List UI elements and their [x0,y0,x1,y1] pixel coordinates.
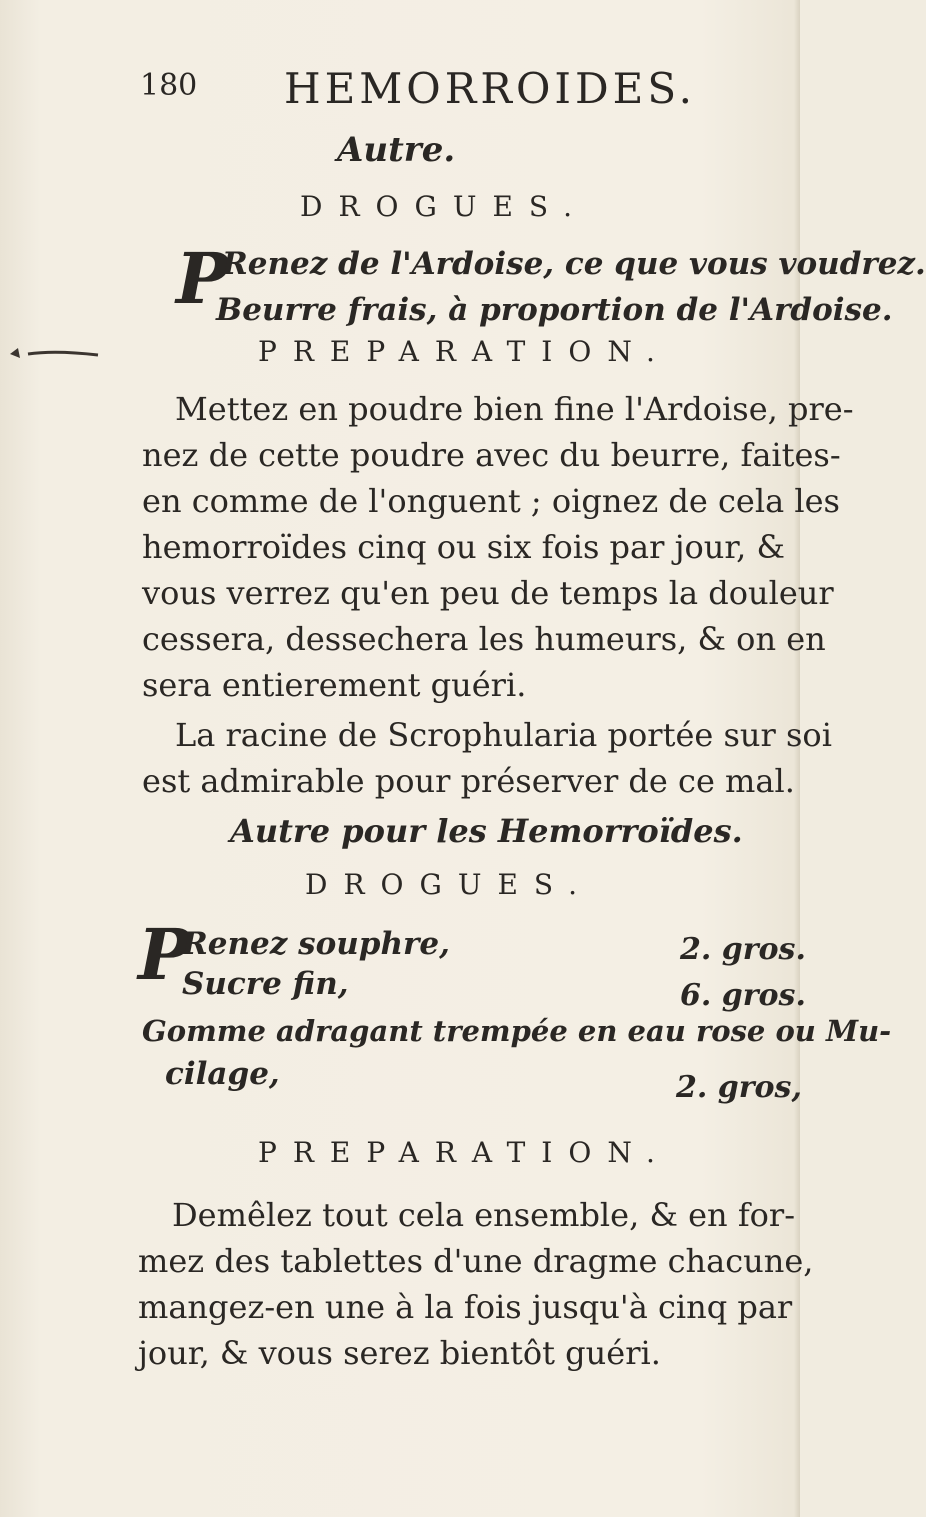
recipe2-preparation-heading: PREPARATION. [258,1136,671,1169]
recipe1-drop-cap: P [176,237,229,320]
recipe2-prep-line: jour, & vous serez bientôt guéri. [138,1334,661,1372]
recipe2-ingredient-name: Sucre fin, [182,966,349,1002]
recipe1-ingredient-1: Renez de l'Ardoise, ce que vous voudrez. [222,246,926,282]
running-title: HEMORROIDES. [284,64,696,113]
recipe1-prep-line: Mettez en poudre bien fine l'Ardoise, pre- [175,390,854,428]
recipe1-title: Autre. [337,130,456,170]
recipe2-drogues-heading: DROGUES. [305,868,593,901]
recipe1-preparation-heading: PREPARATION. [258,335,671,368]
recipe2-ingredient-name: Renez souphre, [182,926,450,962]
recipe1-prep-line: hemorroïdes cinq ou six fois par jour, & [142,528,785,566]
recipe2-ingredient-amount: 6. gros. [680,978,806,1013]
recipe1-ingredient-2: Beurre frais, à proportion de l'Ardoise. [216,292,893,328]
recipe2-ingredient-amount: 2. gros. [680,932,806,967]
recipe1-prep-line: en comme de l'onguent ; oignez de cela les [142,482,840,520]
recipe2-prep-line: mez des tablettes d'une dragme chacune, [138,1242,814,1280]
page-number: 180 [140,68,198,103]
recipe2-prep-line: Demêlez tout cela ensemble, & en for- [172,1196,796,1234]
recipe2-prep-line: mangez-en une à la fois jusqu'à cinq par [138,1288,793,1326]
recipe1-note-line: La racine de Scrophularia portée sur soi [175,716,832,754]
recipe1-prep-line: sera entierement guéri. [142,666,527,704]
recipe1-prep-line: cessera, dessechera les humeurs, & on en [142,620,826,658]
recipe2-title: Autre pour les Hemorroïdes. [230,812,743,850]
recipe1-prep-line: vous verrez qu'en peu de temps la douleur [142,574,834,612]
recipe1-prep-line: nez de cette poudre avec du beurre, faites- [142,436,841,474]
ink-mark-icon [0,340,100,370]
recipe2-ingredient-amount: 2. gros, [676,1070,802,1105]
recipe2-ingredient-name: cilage, [165,1056,280,1092]
recipe1-drogues-heading: DROGUES. [300,190,588,223]
recipe2-ingredient-name: Gomme adragant trempée en eau rose ou Mu- [142,1014,892,1048]
page-edge [794,0,800,1517]
recipe2-drop-cap: P [138,913,191,996]
recipe1-note-line: est admirable pour préserver de ce mal. [142,762,795,800]
